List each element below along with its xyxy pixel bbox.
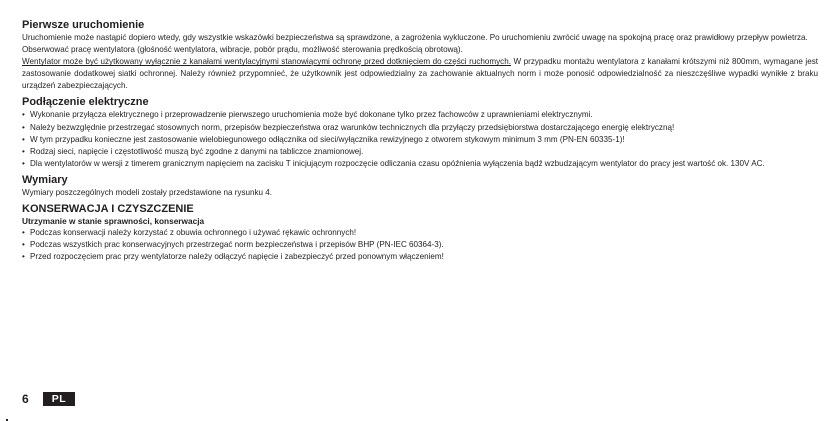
heading-electrical-connection: Podłączenie elektryczne: [22, 96, 149, 109]
underlined-warning: Wentylator może być użytkowany wyłącznie z kanałami wentylacyjnymi stanowiącymi ochronę przed dotknięciem do części ruchomych.: [22, 57, 511, 67]
list-item: [22, 109, 818, 121]
bullet-icon: •: [22, 134, 25, 144]
heading-maintenance: KONSERWACJA I CZYSZCZENIE: [22, 203, 194, 216]
bullet-icon: •: [22, 122, 25, 132]
list-item-text: Podczas wszystkich prac konserwacyjnych przestrzegać norm bezpieczeństwa i przepisów BHP (PN-IEC 60364-3).: [30, 240, 444, 250]
language-badge: PL: [43, 392, 75, 406]
list-item: [22, 158, 818, 170]
list-item-text: Podczas konserwacji należy korzystać z obuwia ochronnego i używać rękawic ochronnych!: [30, 228, 357, 238]
page-number: 6: [22, 392, 29, 406]
electrical-bullet-list: [22, 109, 818, 169]
list-item-text: Rodzaj sieci, napięcie i częstotliwość muszą być zgodne z danymi na tabliczce znamionowej.: [30, 146, 364, 156]
list-item-text: Przed rozpoczęciem prac przy wentylatorze należy odłączyć napięcie i zabezpieczyć przed ponownym włączeniem!: [30, 252, 444, 262]
page-footer: [22, 392, 75, 406]
paragraph-first-start-3: [22, 56, 818, 92]
list-item: [22, 227, 818, 239]
list-item: [22, 239, 818, 251]
subheading-maintenance: Utrzymanie w stanie sprawności, konserwacja: [22, 216, 205, 227]
bullet-icon: •: [22, 252, 25, 262]
list-item-text: W tym przypadku konieczne jest zastosowanie wielobiegunowego odłącznika od sieci/wyłącznika rewizyjnego z otworem stykowym minimum 3 mm (PN-EN 60335-1)!: [30, 134, 625, 144]
list-item-text: Dla wentylatorów w wersji z timerem granicznym napięciem na zacisku T inicjującym rozpoczęcie odliczania czasu opóźnienia wyłączenia bądź wzbudzającym wentylator do pracy jest wartość ok. 130V AC.: [30, 158, 765, 168]
bullet-icon: •: [22, 146, 25, 156]
list-item: [22, 251, 818, 263]
bullet-icon: •: [22, 110, 25, 120]
maintenance-bullet-list: [22, 227, 818, 263]
paragraph-dimensions: Wymiary poszczególnych modeli zostały przedstawione na rysunku 4.: [22, 187, 273, 197]
bullet-icon: •: [22, 240, 25, 250]
page-content: [22, 19, 818, 263]
list-item: [22, 122, 818, 134]
paragraph-first-start-3-rest: W przypadku montażu wentylatora z kanałami krótszymi niż 800mm, wymagane jest zastosowanie dodatkowej siatki ochronnej. Należy również przypomnieć, że użytkownik jest odpowiedzialny za zachowanie aktualnych norm i może ponosić odpowiedzialność za nieszczęśliwe wypadki wynikłe z braku urządzeń zabezpieczających.: [22, 57, 818, 91]
heading-first-start: Pierwsze uruchomienie: [22, 19, 145, 31]
paragraph-first-start-1: Uruchomienie może nastąpić dopiero wtedy, gdy wszystkie wskazówki bezpieczeństwa są sprawdzone, a zagrożenia wykluczone. Po uruchomieniu zwrócić uwagę na spokojną pracę oraz prawidłowy przepływ powietrza.: [22, 33, 808, 42]
paragraph-first-start-2: Obserwować pracę wentylatora (głośność wentylatora, wibracje, pobór prądu, możliwość sterowania prędkością obrotową).: [22, 45, 463, 55]
bullet-icon: •: [22, 158, 25, 168]
heading-dimensions: Wymiary: [22, 173, 68, 186]
list-item: [22, 134, 818, 146]
list-item: [22, 146, 818, 158]
list-item-text: Należy bezwzględnie przestrzegać stosownych norm, przepisów bezpieczeństwa oraz warunków technicznych dla przyłączy przedsiębiorstwa dostarczającego energię elektryczną!: [30, 122, 675, 132]
bullet-icon: •: [22, 228, 25, 238]
list-item-text: Wykonanie przyłącza elektrycznego i przeprowadzenie pierwszego uruchomienia może być dokonane tylko przez fachowców z uprawnieniami elektrycznymi.: [30, 110, 593, 120]
